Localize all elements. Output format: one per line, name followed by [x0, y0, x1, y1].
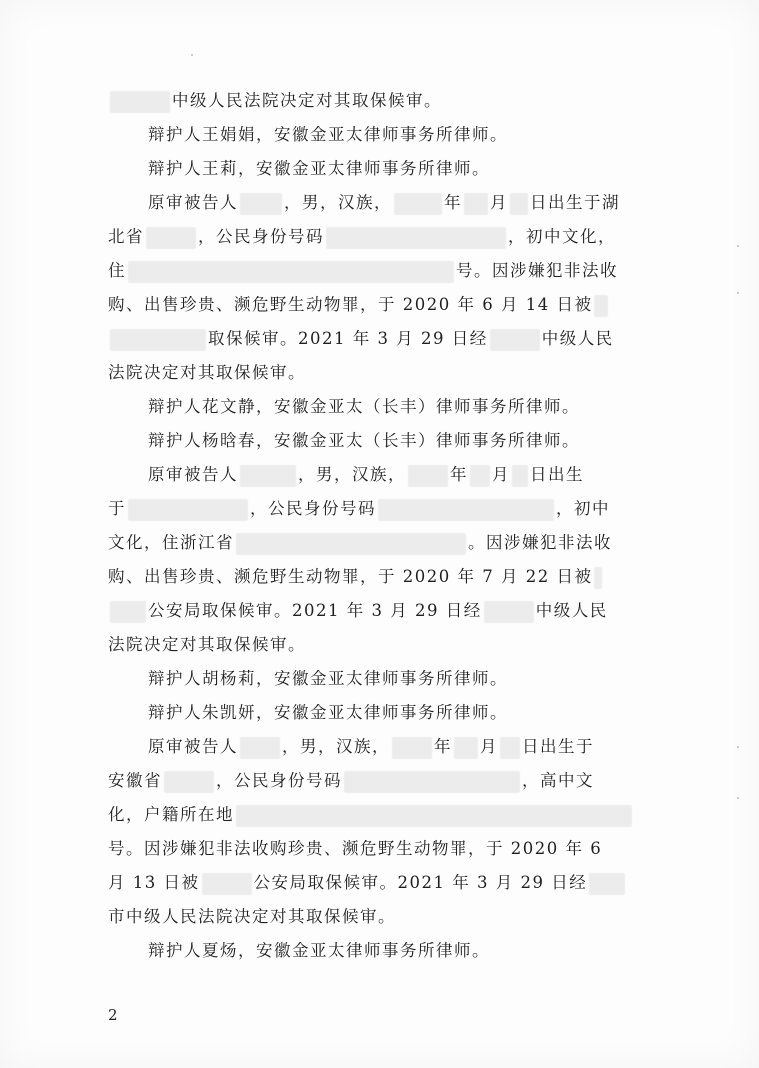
redaction — [500, 737, 520, 759]
text-line: 购、出售珍贵、濒危野生动物罪，于 2020 年 7 月 22 日被 — [108, 560, 648, 594]
text-line: 中级人民法院决定对其取保候审。 — [108, 84, 648, 118]
text-line: 辩护人杨晗春，安徽金亚太（长丰）律师事务所律师。 — [148, 431, 580, 450]
text-line: 化，户籍所在地 — [108, 798, 648, 832]
text-line: 号。因涉嫌犯非法收购珍贵、濒危野生动物罪，于 2020 年 6 — [108, 839, 603, 858]
document-body — [108, 84, 648, 968]
redaction — [146, 227, 196, 249]
redaction — [164, 771, 214, 793]
redaction — [344, 771, 520, 793]
redaction — [110, 91, 170, 113]
text-line: 市中级人民法院决定对其取保候审。 — [108, 907, 396, 926]
text-line: 购、出售珍贵、濒危野生动物罪，于 2020 年 6 月 14 日被 — [108, 288, 648, 322]
redaction — [326, 227, 506, 249]
redaction — [408, 465, 448, 487]
redaction — [240, 465, 296, 487]
redaction — [240, 193, 282, 215]
text-line: 月 13 日被 公安局取保候审。2021 年 3 月 29 日经 — [108, 866, 648, 900]
text-line: 法院决定对其取保候审。 — [108, 635, 306, 654]
page-number: 2 — [108, 1006, 118, 1024]
redaction — [484, 601, 534, 623]
redaction — [202, 873, 252, 895]
scan-speck — [737, 746, 739, 748]
redaction — [490, 329, 540, 351]
redaction — [470, 465, 490, 487]
text-line: 法院决定对其取保候审。 — [108, 363, 306, 382]
text-line: 辩护人王莉，安徽金亚太律师事务所律师。 — [148, 159, 490, 178]
redaction — [110, 601, 146, 623]
text-line: 辩护人朱凯妍，安徽金亚太律师事务所律师。 — [148, 703, 508, 722]
text-line: 原审被告人 ，男，汉族， 年 月 日出生于 — [108, 730, 648, 764]
scan-speck — [737, 245, 739, 247]
text-line: 辩护人花文静，安徽金亚太（长丰）律师事务所律师。 — [148, 397, 580, 416]
text-line: 于 ，公民身份号码 ，初中 — [108, 492, 648, 526]
scan-speck — [737, 292, 739, 294]
redaction — [110, 329, 206, 351]
redaction — [512, 465, 528, 487]
redaction — [510, 193, 528, 215]
redaction — [378, 499, 554, 521]
redaction — [594, 295, 608, 317]
redaction — [589, 873, 625, 895]
text-line: 住 号。因涉嫌犯非法收 — [108, 254, 648, 288]
redaction — [128, 499, 248, 521]
text-line: 公安局取保候审。2021 年 3 月 29 日经 中级人民 — [108, 594, 648, 628]
text-line: 辩护人夏炀，安徽金亚太律师事务所律师。 — [148, 941, 490, 960]
scan-speck — [191, 54, 193, 56]
redaction — [454, 737, 478, 759]
redaction — [236, 533, 466, 555]
redaction — [128, 261, 454, 283]
text-line: 安徽省 ，公民身份号码 ，高中文 — [108, 764, 648, 798]
redaction — [240, 737, 280, 759]
text-line: 北省 ，公民身份号码 ，初中文化， — [108, 220, 648, 254]
text-line: 取保候审。2021 年 3 月 29 日经 中级人民 — [108, 322, 648, 356]
redaction — [394, 193, 442, 215]
text-line: 辩护人胡杨莉，安徽金亚太律师事务所律师。 — [148, 669, 508, 688]
redaction — [594, 567, 602, 589]
scan-speck — [737, 797, 739, 799]
text-line: 原审被告人 ，男，汉族， 年 月 日出生于湖 — [108, 186, 648, 220]
text-line: 文化，住浙江省 。因涉嫌犯非法收 — [108, 526, 648, 560]
redaction — [392, 737, 432, 759]
redaction — [236, 805, 632, 827]
redaction — [464, 193, 488, 215]
text-line: 原审被告人 ，男，汉族， 年 月 日出生 — [108, 458, 648, 492]
text-line: 辩护人王娟娟，安徽金亚太律师事务所律师。 — [148, 125, 508, 144]
